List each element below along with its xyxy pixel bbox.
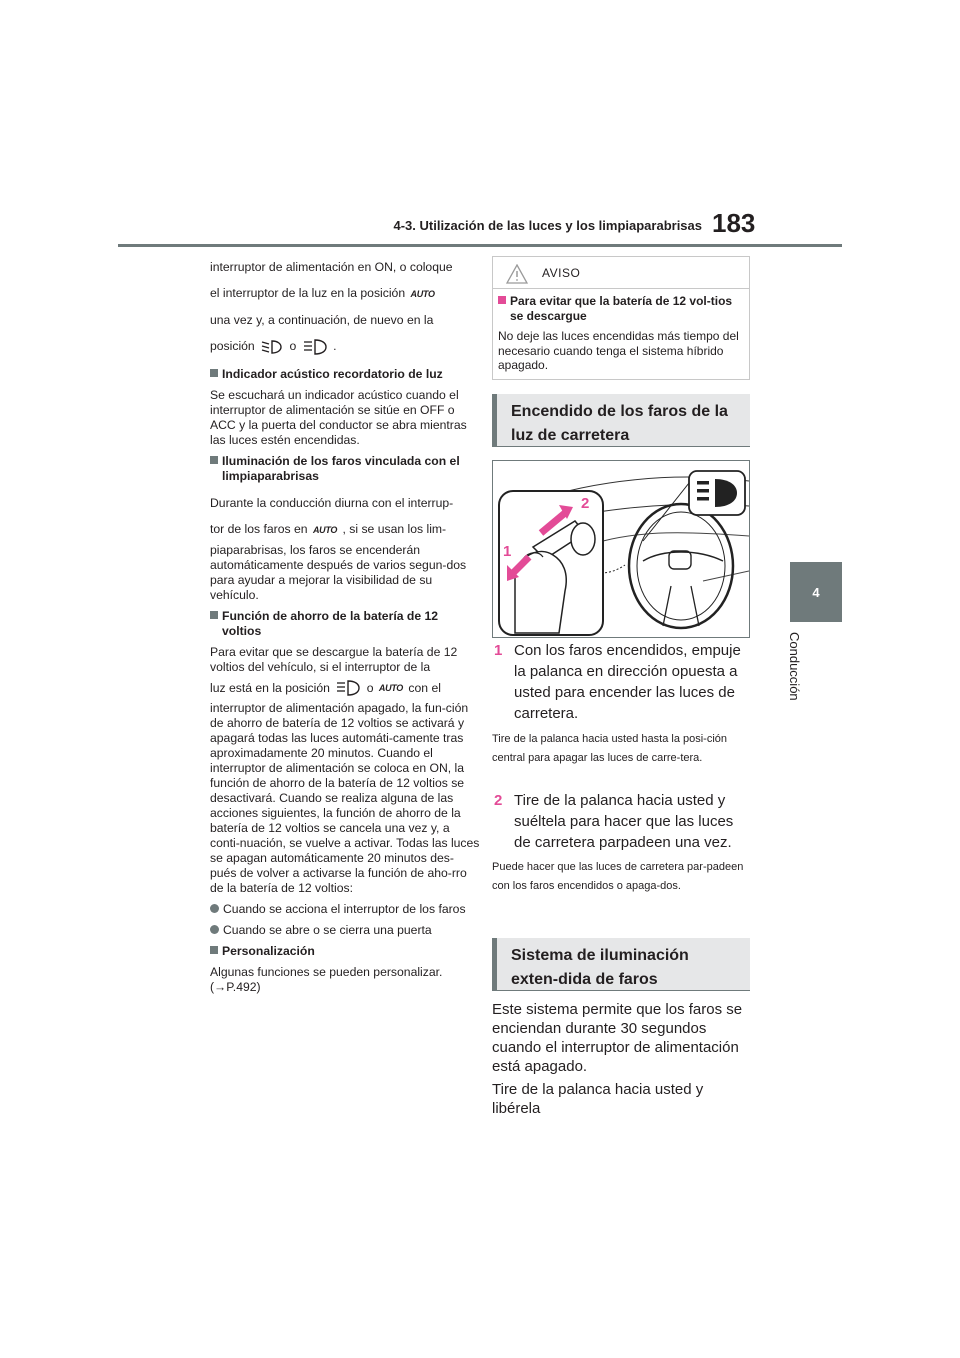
heading-wiper-link: Iluminación de los faros vinculada con el limpiaparabrisas [210,454,480,484]
intro-line-2: el interruptor de la luz en la posición AUTO [210,280,480,307]
chapter-tab[interactable]: 4 [790,562,842,622]
auto-icon: AUTO [378,683,404,694]
notice-label: AVISO [542,266,581,280]
heading-customization: Personalización [210,944,480,959]
header-rule [118,244,842,247]
callout-1: 1 [503,543,512,560]
step-1-note: Tire de la palanca hacia usted hasta la posi-ción central para apagar las luces de carre-tera. [492,733,728,764]
auto-icon: AUTO [410,288,435,299]
section-rule [492,990,750,991]
bullet-door: Cuando se abre o se cierra una puerta [210,923,480,938]
battery-line-2: luz está en la posición o AUTO con el [210,675,480,702]
step-2-note: Puede hacer que las luces de carretera par-padeen con los faros encendidos o apaga-dos. [492,861,744,892]
intro-line-1: interruptor de alimentación en ON, o coloque [210,260,453,274]
notice-body [498,294,744,379]
battery-text-1: Para evitar que se descargue la batería de 12 voltios del vehículo, si el interruptor de la [210,644,458,674]
notice-divider [492,288,750,289]
step-text: Tire de la palanca hacia usted y suéltela para hacer que las luces de carretera parpadeen una vez. [514,792,734,851]
notice-header [504,264,744,286]
chapter-tab-label: Conducción [787,632,802,701]
headlight-icon [302,338,328,356]
low-beam-icon [260,338,284,356]
bullet-headlight-switch: Cuando se acciona el interruptor de los faros [210,902,480,917]
section-rule [492,446,750,447]
wiper-line-2: tor de los faros en AUTO , si se usan los lim- [210,516,480,543]
illustration-svg [493,461,749,637]
step-number: 1 [494,642,503,659]
heading-light-reminder: Indicador acústico recordatorio de luz [210,367,480,382]
notice-text: No deje las luces encendidas más tiempo del necesario cuando tenga el sistema híbrido apagado. [498,329,739,372]
callout-2: 2 [581,495,590,512]
auto-icon: AUTO [312,524,338,535]
heading-battery-saver: Función de ahorro de la batería de 12 voltios [210,609,480,639]
body-paragraph-2: Tire de la palanca hacia usted y libérela [492,1081,704,1117]
step-text: Con los faros encendidos, empuje la palanca en dirección opuesta a usted para encender las luces de carretera. [514,642,741,722]
warning-icon [506,264,528,284]
notice-heading: Para evitar que la batería de 12 vol-tios se descargue [498,294,744,323]
wiper-line-1: Durante la conducción diurna con el interrup- [210,495,454,510]
extended-lighting-text [492,1000,750,1122]
intro-line-3: una vez y, a continuación, de nuevo en la [210,312,434,327]
left-column [210,254,480,1001]
body-paragraph-1: Este sistema permite que los faros se enciendan durante 30 segundos cuando el interruptor de alimentación está apagado. [492,1001,743,1075]
text-customization[interactable]: Algunas funciones se pueden personalizar. (→P.492) [210,965,443,995]
section-heading-extended-lighting: Sistema de iluminación exten-dida de faros [492,938,750,990]
step-number: 2 [494,792,503,809]
battery-text-3: interruptor de alimentación apagado, la fun-ción de ahorro de batería de 12 voltios se activará y apagará todas las luces automáti-camente tras aproximadamente 20 minutos. Cuando el interruptor de alimentación se coloca en ON, la función de ahorro de la batería de 12 voltios se desactivará. Cuando se realiza alguna de las acciones siguientes, la función de ahorro de la batería de 12 voltios se cancela una vez y, a conti-nuación, se vuelve a activar. Todas las luces se apagan automáticamente 20 minutos des-pués de volver a activarse la función de aho-rro de la batería de 12 voltios: [210,701,480,896]
headlight-icon [335,679,361,697]
wiper-text: piaparabrisas, los faros se encenderán automáticamente después de varios segun-dos para ayudar a mejorar la visibilidad de su vehículo. [210,542,467,602]
step-1 [494,640,750,724]
section-heading-high-beam: Encendido de los faros de la luz de carretera [492,394,750,446]
chapter-title: 4-3. Utilización de las luces y los limpiaparabrisas [393,218,702,233]
step-2 [494,790,750,853]
page-number: 183 [712,208,756,238]
lever-illustration [492,460,750,638]
text-light-reminder: Se escuchará un indicador acústico cuando el interruptor de alimentación se sitúe en OFF o ACC y la puerta del conductor se abra mientras las luces estén encendidas. [210,387,467,447]
intro-line-4: posición o . [210,333,480,359]
